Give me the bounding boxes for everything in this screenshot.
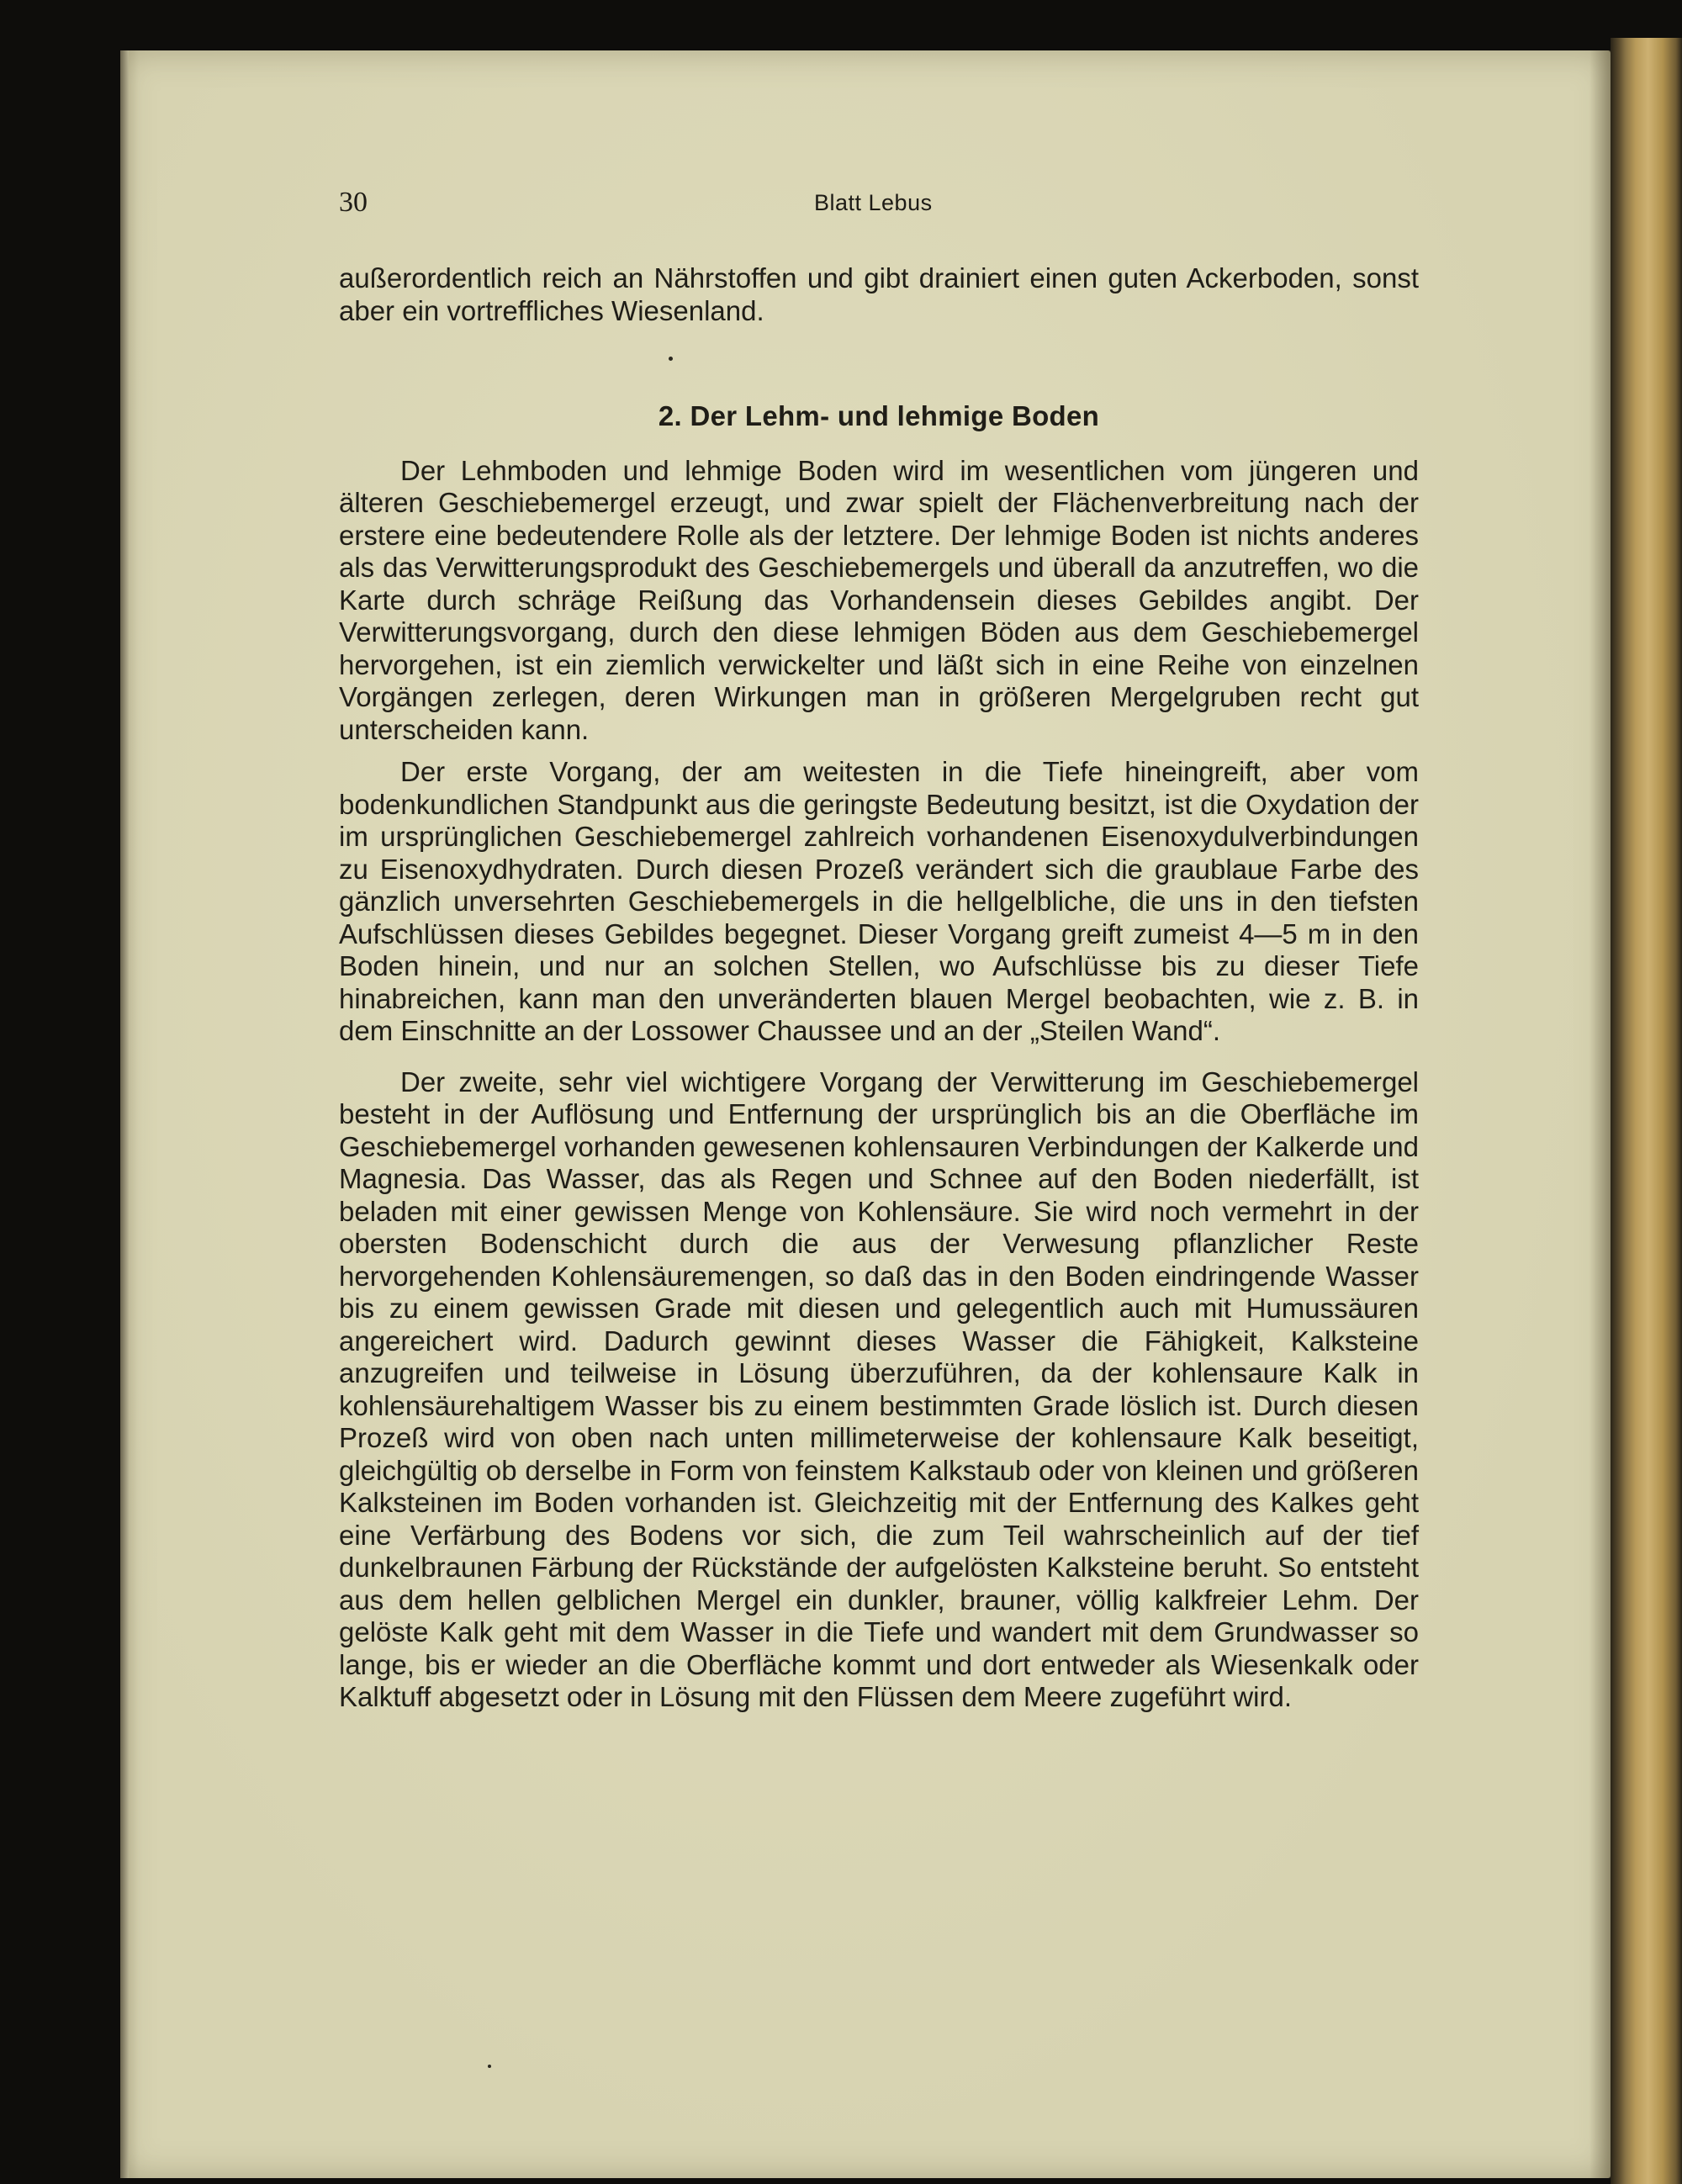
body-text bbox=[339, 262, 1419, 1714]
print-speck bbox=[669, 357, 673, 361]
paragraph-1: Der Lehmboden und lehmige Boden wird im wesentlichen vom jüngeren und älteren Geschiebemergel erzeugt, und zwar spielt der Flächenverbreitung nach der erstere eine bedeutendere Rolle als der letztere. Der lehmige Boden ist nichts anderes als das Verwitterungsprodukt des Geschiebemergels und überall da anzutreffen, wo die Karte durch schräge Reißung das Vorhandensein dieses Gebildes angibt. Der Verwitterungsvorgang, durch den diese lehmigen Böden aus dem Geschiebemergel hervorgehen, ist ein ziemlich verwickelter und läßt sich in eine Reihe von einzelnen Vorgängen zerlegen, deren Wirkungen man in größeren Mergelgruben recht gut unterscheiden kann. bbox=[339, 454, 1419, 745]
gutter-shadow bbox=[1589, 50, 1611, 2178]
book-spine bbox=[1611, 38, 1682, 2184]
section-heading: 2. Der Lehm- und lehmige Boden bbox=[658, 400, 1100, 431]
print-speck bbox=[488, 2065, 491, 2068]
page-left-edge bbox=[120, 50, 129, 2178]
paragraph-2: Der erste Vorgang, der am weitesten in die Tiefe hineingreift, aber vom bodenkundlichen Standpunkt aus die geringste Bedeutung besitzt, ist die Oxydation der im ursprünglichen Geschiebemergel zahlreich vorhandenen Eisenoxydulverbindungen zu Eisenoxydhydraten. Durch diesen Prozeß verändert sich die graublaue Farbe des gänzlich unversehrten Geschiebemergels in die hellgelbliche, die uns in den tiefsten Aufschlüssen dieses Gebildes begegnet. Dieser Vorgang greift zumeist 4—5 m in den Boden hinein, und nur an solchen Stellen, wo Aufschlüsse bis zu dieser Tiefe hinabreichen, kann man den unveränderten blauen Mergel beobachten, wie z. B. in dem Einschnitte an der Lossower Chaussee und an der „Steilen Wand“. bbox=[339, 756, 1419, 1046]
continuation-paragraph: außerordentlich reich an Nährstoffen und gibt drainiert einen guten Ackerboden, sonst aber ein vortreffliches Wiesenland. bbox=[339, 262, 1419, 326]
running-title: Blatt Lebus bbox=[814, 190, 933, 215]
running-header bbox=[339, 187, 1419, 220]
paragraph-3: Der zweite, sehr viel wichtigere Vorgang der Verwitterung im Geschiebemergel besteht in der Auflösung und Entfernung der ursprünglich bis an die Oberfläche im Geschiebemergel vorhanden gewesenen kohlensauren Verbindungen der Kalkerde und Magnesia. Das Wasser, das als Regen und Schnee auf den Boden niederfällt, ist beladen mit einer gewissen Menge von Kohlensäure. Sie wird noch vermehrt in der obersten Bodenschicht durch die aus der Verwesung pflanzlicher Reste hervorgehenden Kohlensäuremengen, so daß das in den Boden eindringende Wasser bis zu einem gewissen Grade mit diesen und gelegentlich auch mit Humussäuren angereichert wird. Dadurch gewinnt dieses Wasser die Fähigkeit, Kalksteine anzugreifen und teilweise in Lösung überzuführen, da der kohlensaure Kalk in kohlensäurehaltigem Wasser bis zu einem bestimmten Grade löslich ist. Durch diesen Prozeß wird von oben nach unten millimeterweise der kohlensaure Kalk beseitigt, gleichgültig ob derselbe in Form von feinstem Kalkstaub oder von kleinen und größeren Kalksteinen im Boden vorhanden ist. Gleichzeitig mit der Entfernung des Kalkes geht eine Verfärbung des Bodens vor sich, die zum Teil wahrscheinlich auf der tief dunkelbraunen Färbung der Rückstände der aufgelösten Kalksteine beruht. So entsteht aus dem hellen gelblichen Mergel ein dunkler, brauner, völlig kalkfreier Lehm. Der gelöste Kalk geht mit dem Wasser in die Tiefe und wandert mit dem Grundwasser so lange, bis er wieder an die Oberfläche kommt und dort entweder als Wiesenkalk oder Kalktuff abgesetzt oder in Lösung mit den Flüssen dem Meere zugeführt wird. bbox=[339, 1066, 1419, 1712]
page-number: 30 bbox=[339, 187, 368, 218]
